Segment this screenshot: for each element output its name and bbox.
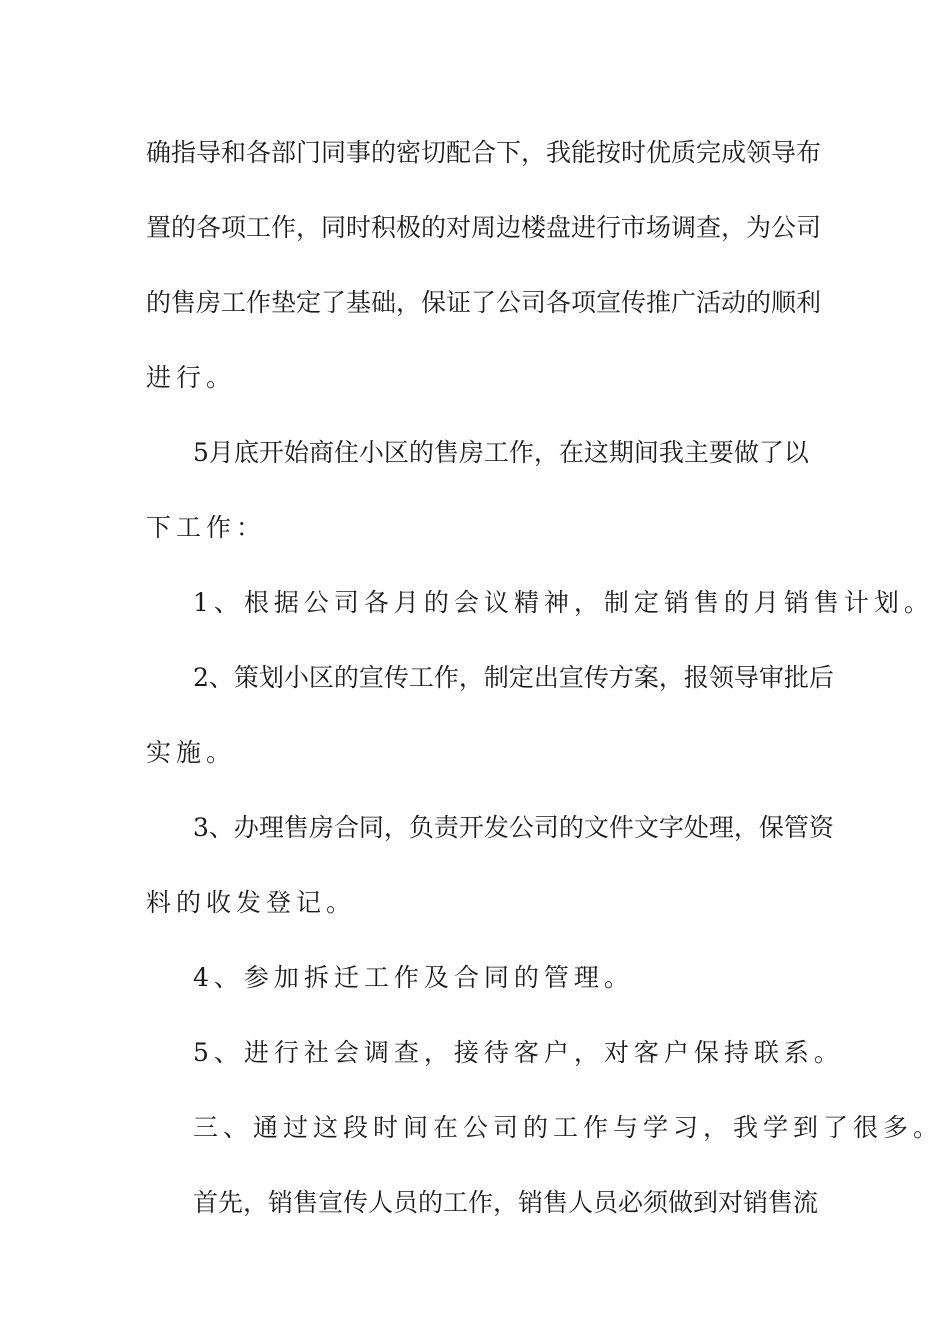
list-item: 4、参加拆迁工作及合同的管理。 bbox=[193, 963, 634, 992]
paragraph-line: 确指导和各部门同事的密切配合下，我能按时优质完成领导布 bbox=[146, 138, 822, 167]
paragraph-line: 下工作： bbox=[146, 513, 267, 542]
paragraph-line: 首先，销售宣传人员的工作，销售人员必须做到对销售流 bbox=[193, 1188, 819, 1217]
paragraph-line: 实施。 bbox=[146, 738, 237, 767]
paragraph-line: 料的收发登记。 bbox=[146, 888, 357, 917]
paragraph-line: 进行。 bbox=[146, 363, 237, 392]
paragraph-line: 置的各项工作，同时积极的对周边楼盘进行市场调查，为公司 bbox=[146, 213, 822, 242]
list-item: 5、进行社会调查，接待客户，对客户保持联系。 bbox=[193, 1038, 844, 1067]
list-item: 1、根据公司各月的会议精神，制定销售的月销售计划。 bbox=[193, 588, 934, 617]
list-item: 2、策划小区的宣传工作，制定出宣传方案，报领导审批后 bbox=[193, 663, 834, 692]
list-item: 3、办理售房合同，负责开发公司的文件文字处理，保管资 bbox=[193, 813, 834, 842]
paragraph-line: 的售房工作垫定了基础，保证了公司各项宣传推广活动的顺利 bbox=[146, 288, 822, 317]
paragraph-line: 5月底开始商住小区的售房工作，在这期间我主要做了以 bbox=[193, 438, 809, 467]
section-heading: 三、通过这段时间在公司的工作与学习，我学到了很多。 bbox=[193, 1113, 944, 1142]
